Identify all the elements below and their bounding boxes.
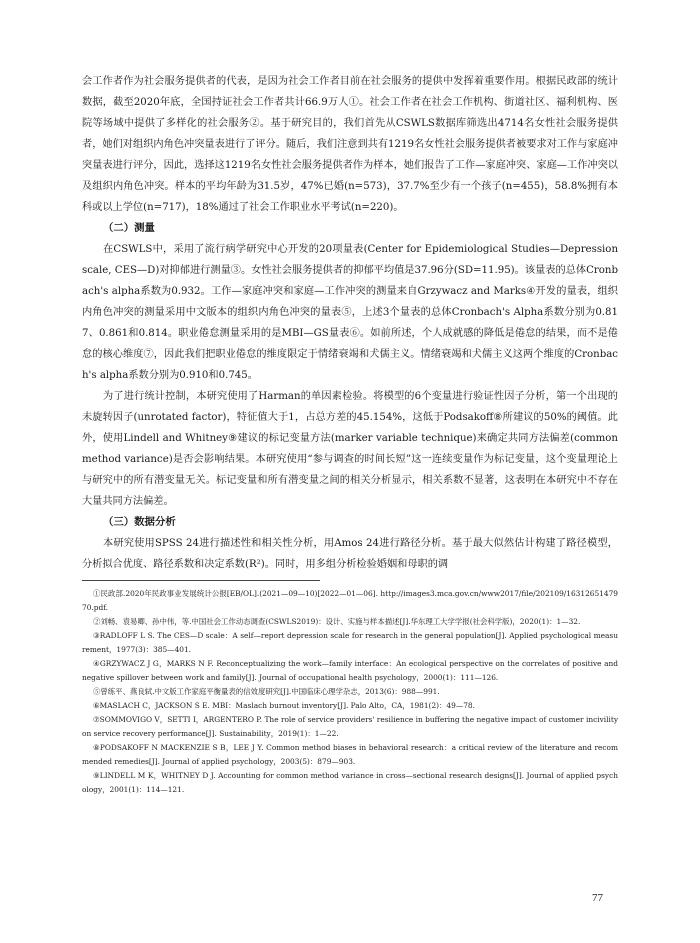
footnote: ⑨LINDELL M K，WHITNEY D J. Accounting for common method variance in cross—sectional research designs[J]. Journal of applied psychology，2001(1)：114—121. — [82, 771, 618, 794]
footnote: ⑤曾练平、燕良轼.中文版工作家庭平衡量表的信效度研究[J].中国临床心理学杂志，2013(6)：988—991. — [93, 687, 440, 696]
footnote: ②刘畅、袁易卿、孙中伟，等.中国社会工作动态调查(CSWLS2019)：设计、实施与样本描述[J].华东理工大学学报(社会科学版)，2020(1)：1—32. — [93, 617, 581, 626]
body-paragraph-measures: 在CSWLS中，采用了流行病学研究中心开发的20项量表(Center for Epidemiological Studies—Depression scale, CES—D)对抑郁进行测量③。女性社会服务提供者的抑郁平均值是37.96分(SD=11.95)。该量表的总体Cronbach's alpha系数为0.932。工作—家庭冲突和家庭—工作冲突的测量来自Grzywacz and Marks④开发的量表，组织内角色冲突的测量采用中文版本的组织内角色冲突的量表⑤，上述3个量表的总体Cronbach's Alpha系数分别为0.817、0.861和0.814。职业倦怠测量采用的是MBI—GS量表⑥。如前所述，个人成就感的降低是倦怠的结果，而不是倦怠的核心维度⑦，因此我们把职业倦怠的维度限定于情绪衰竭和犬儒主义。情绪衰竭和犬儒主义这两个维度的Cronbach's alpha系数分别为0.910和0.745。 — [82, 244, 618, 381]
section-heading-measures: （二）测量 — [103, 222, 155, 234]
body-paragraph-analysis: 本研究使用SPSS 24进行描述性和相关性分析，用Amos 24进行路径分析。基于最大似然估计构建了路径模型，分析拟合优度、路径系数和决定系数(R²)。同时，用多组分析检验婚姻和母职的调 — [82, 538, 618, 570]
footnote: ③RADLOFF L S. The CES—D scale：A self—report depression scale for research in the general population[J]. Applied psychological measurement，1977(3)：385—401. — [82, 631, 618, 654]
page-number: 77 — [592, 892, 603, 904]
section-heading-analysis: （三）数据分析 — [103, 516, 176, 528]
body-paragraph-intro: 会工作者作为社会服务提供者的代表，是因为社会工作者目前在社会服务的提供中发挥着重要作用。根据民政部的统计数据，截至2020年底，全国持证社会工作者共计66.9万人①。社会工作者在社会工作机构、街道社区、福利机构、医院等场域中提供了多样化的社会服务②。基于研究目的，我们首先从CSWLS数据库筛选出4714名女性社会服务提供者，她们对组织内角色冲突量表进行了评分。随后，我们注意到共有1219名女性社会服务提供者被要求对工作与家庭冲突量表进行评分，因此，选择这1219名女性社会服务提供者作为样本，她们报告了工作—家庭冲突、家庭—工作冲突以及组织内角色冲突。样本的平均年龄为31.5岁，47%已婚(n=573)，37.7%至少有一个孩子(n=455)，58.8%拥有本科或以上学位(n=717)，18%通过了社会工作职业水平考试(n=220)。 — [82, 76, 618, 213]
footnote: ⑧PODSAKOFF N MACKENZIE S B，LEE J Y. Common method biases in behavioral research：a critical review of the literature and recommended remedies[J]. Journal of applied psychology，2003(5)：879—903. — [82, 743, 618, 766]
body-paragraph-control: 为了进行统计控制，本研究使用了Harman的单因素检验。将模型的6个变量进行验证性因子分析，第一个出现的未旋转因子(unrotated factor)，特征值大于1，占总方差的45.154%，这低于Podsakoff⑧所建议的50%的阈值。此外，使用Lindell and Whitney⑨建议的标记变量方法(marker variable technique)来确定共同方法偏差(common method variance)是否会影响结果。本研究使用“参与调查的时间长短”这一连续变量作为标记变量，这个变量理论上与研究中的所有潜变量无关。标记变量和所有潜变量之间的相关分析显示，相关系数不显著，这表明在本研究中不存在大量共同方法偏差。 — [82, 391, 618, 507]
footnote: ⑦SOMMOVIGO V，SETTI I，ARGENTERO P. The role of service providers' resilience in buffering the negative impact of customer incivility on service recovery performance[J]. Sustainability，2019(1)：1—22. — [82, 715, 618, 738]
footnote: ⑥MASLACH C，JACKSON S E. MBI：Maslach burnout inventory[J]. Palo Alto，CA，1981(2)：49—78. — [93, 701, 475, 710]
footnote: ①民政部.2020年民政事业发展统计公报[EB/OL].(2021—09—10)[2022—01—06]. http://images3.mca.gov.cn/www2017/file/202109/1631265147970.pdf. — [82, 589, 618, 612]
footnote-divider — [82, 580, 320, 581]
page-content — [82, 71, 618, 797]
footnote: ④GRZYWACZ J G，MARKS N F. Reconceptualizing the work—family interface：An ecological perspective on the correlates of positive and negative spillover between work and family[J]. Journal of occupational health psychology，2000(1)：111—126. — [82, 659, 618, 682]
footnotes — [82, 587, 618, 797]
